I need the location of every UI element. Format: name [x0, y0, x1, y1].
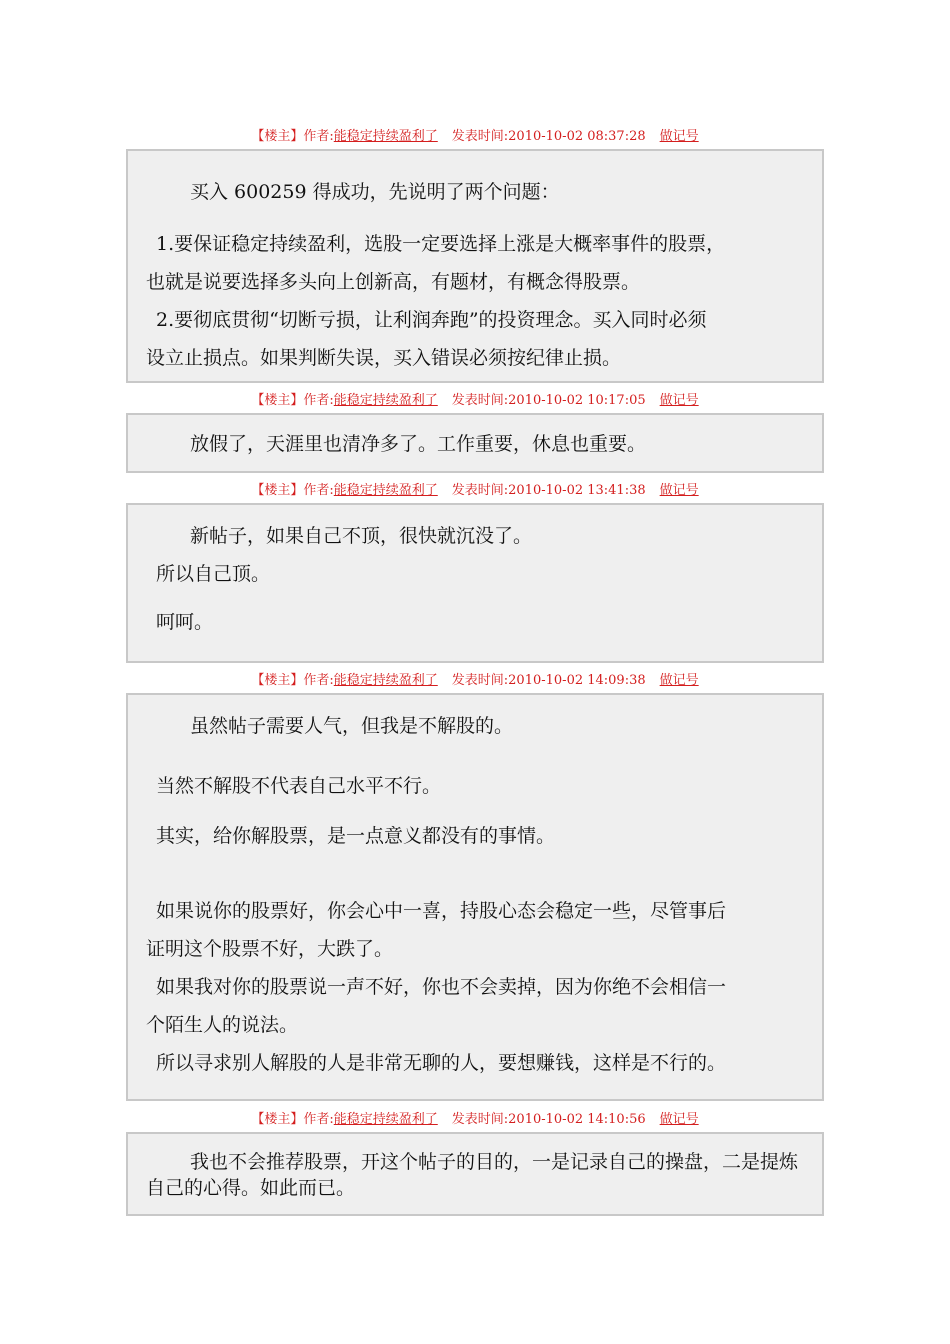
post-header — [126, 393, 824, 409]
post-line: 所以自己顶。 — [156, 563, 271, 585]
author-link[interactable]: 能稳定持续盈利了 — [333, 673, 438, 688]
time-label: 发表时间: — [451, 673, 509, 688]
post-body — [126, 503, 824, 663]
post-header — [126, 129, 824, 145]
post-line: 我也不会推荐股票，开这个帖子的目的，一是记录自己的操盘，二是提炼自己的心得。如此而已。 — [146, 1151, 799, 1199]
bookmark-link[interactable]: 做记号 — [659, 1112, 699, 1127]
post-line: 放假了，天涯里也清净多了。工作重要，休息也重要。 — [190, 433, 647, 455]
bookmark-link[interactable]: 做记号 — [659, 393, 699, 408]
floor-tag: 【楼主】 — [251, 129, 304, 144]
post-time: 2010-10-02 10:17:05 — [508, 393, 646, 408]
post-line: 呵呵。 — [156, 611, 214, 633]
post-header — [126, 483, 824, 499]
author-link[interactable]: 能稳定持续盈利了 — [333, 483, 438, 498]
time-label: 发表时间: — [451, 129, 509, 144]
author-label: 作者: — [303, 393, 334, 408]
post-line: 设立止损点。如果判断失误，买入错误必须按纪律止损。 — [146, 347, 622, 369]
author-link[interactable]: 能稳定持续盈利了 — [333, 129, 438, 144]
post-line: 其实，给你解股票，是一点意义都没有的事情。 — [156, 825, 556, 847]
post-body — [126, 149, 824, 383]
bookmark-link[interactable]: 做记号 — [659, 129, 699, 144]
post-line: 1.要保证稳定持续盈利，选股一定要选择上涨是大概率事件的股票， — [156, 233, 726, 255]
bookmark-link[interactable]: 做记号 — [659, 483, 699, 498]
author-label: 作者: — [303, 129, 334, 144]
post-line: 买入 600259 得成功，先说明了两个问题： — [190, 181, 560, 203]
post-body — [126, 693, 824, 1101]
post-time: 2010-10-02 14:09:38 — [508, 673, 646, 688]
post-line: 个陌生人的说法。 — [146, 1014, 299, 1036]
post-body — [126, 413, 824, 473]
post-header — [126, 1112, 824, 1128]
author-label: 作者: — [303, 1112, 334, 1127]
floor-tag: 【楼主】 — [251, 673, 304, 688]
post-time: 2010-10-02 13:41:38 — [508, 483, 646, 498]
author-link[interactable]: 能稳定持续盈利了 — [333, 1112, 438, 1127]
post-header — [126, 673, 824, 689]
time-label: 发表时间: — [451, 393, 509, 408]
post-line: 证明这个股票不好，大跌了。 — [146, 938, 394, 960]
post-line: 虽然帖子需要人气，但我是不解股的。 — [190, 715, 514, 737]
post-line: 当然不解股不代表自己水平不行。 — [156, 775, 442, 797]
author-label: 作者: — [303, 673, 334, 688]
time-label: 发表时间: — [451, 483, 509, 498]
author-link[interactable]: 能稳定持续盈利了 — [333, 393, 438, 408]
post-line: 2.要彻底贯彻“切断亏损，让利润奔跑”的投资理念。买入同时必须 — [156, 309, 707, 331]
post-time: 2010-10-02 14:10:56 — [508, 1112, 646, 1127]
post-line: 所以寻求别人解股的人是非常无聊的人，要想赚钱，这样是不行的。 — [156, 1052, 727, 1074]
author-label: 作者: — [303, 483, 334, 498]
floor-tag: 【楼主】 — [251, 1112, 304, 1127]
time-label: 发表时间: — [451, 1112, 509, 1127]
post-line: 如果说你的股票好，你会心中一喜，持股心态会稳定一些，尽管事后 — [156, 900, 727, 922]
post-line: 也就是说要选择多头向上创新高，有题材，有概念得股票。 — [146, 271, 641, 293]
floor-tag: 【楼主】 — [251, 393, 304, 408]
post-time: 2010-10-02 08:37:28 — [508, 129, 646, 144]
post-line: 如果我对你的股票说一声不好，你也不会卖掉，因为你绝不会相信一 — [156, 976, 727, 998]
post-line: 新帖子，如果自己不顶，很快就沉没了。 — [190, 525, 533, 547]
bookmark-link[interactable]: 做记号 — [659, 673, 699, 688]
post-body — [126, 1132, 824, 1216]
floor-tag: 【楼主】 — [251, 483, 304, 498]
